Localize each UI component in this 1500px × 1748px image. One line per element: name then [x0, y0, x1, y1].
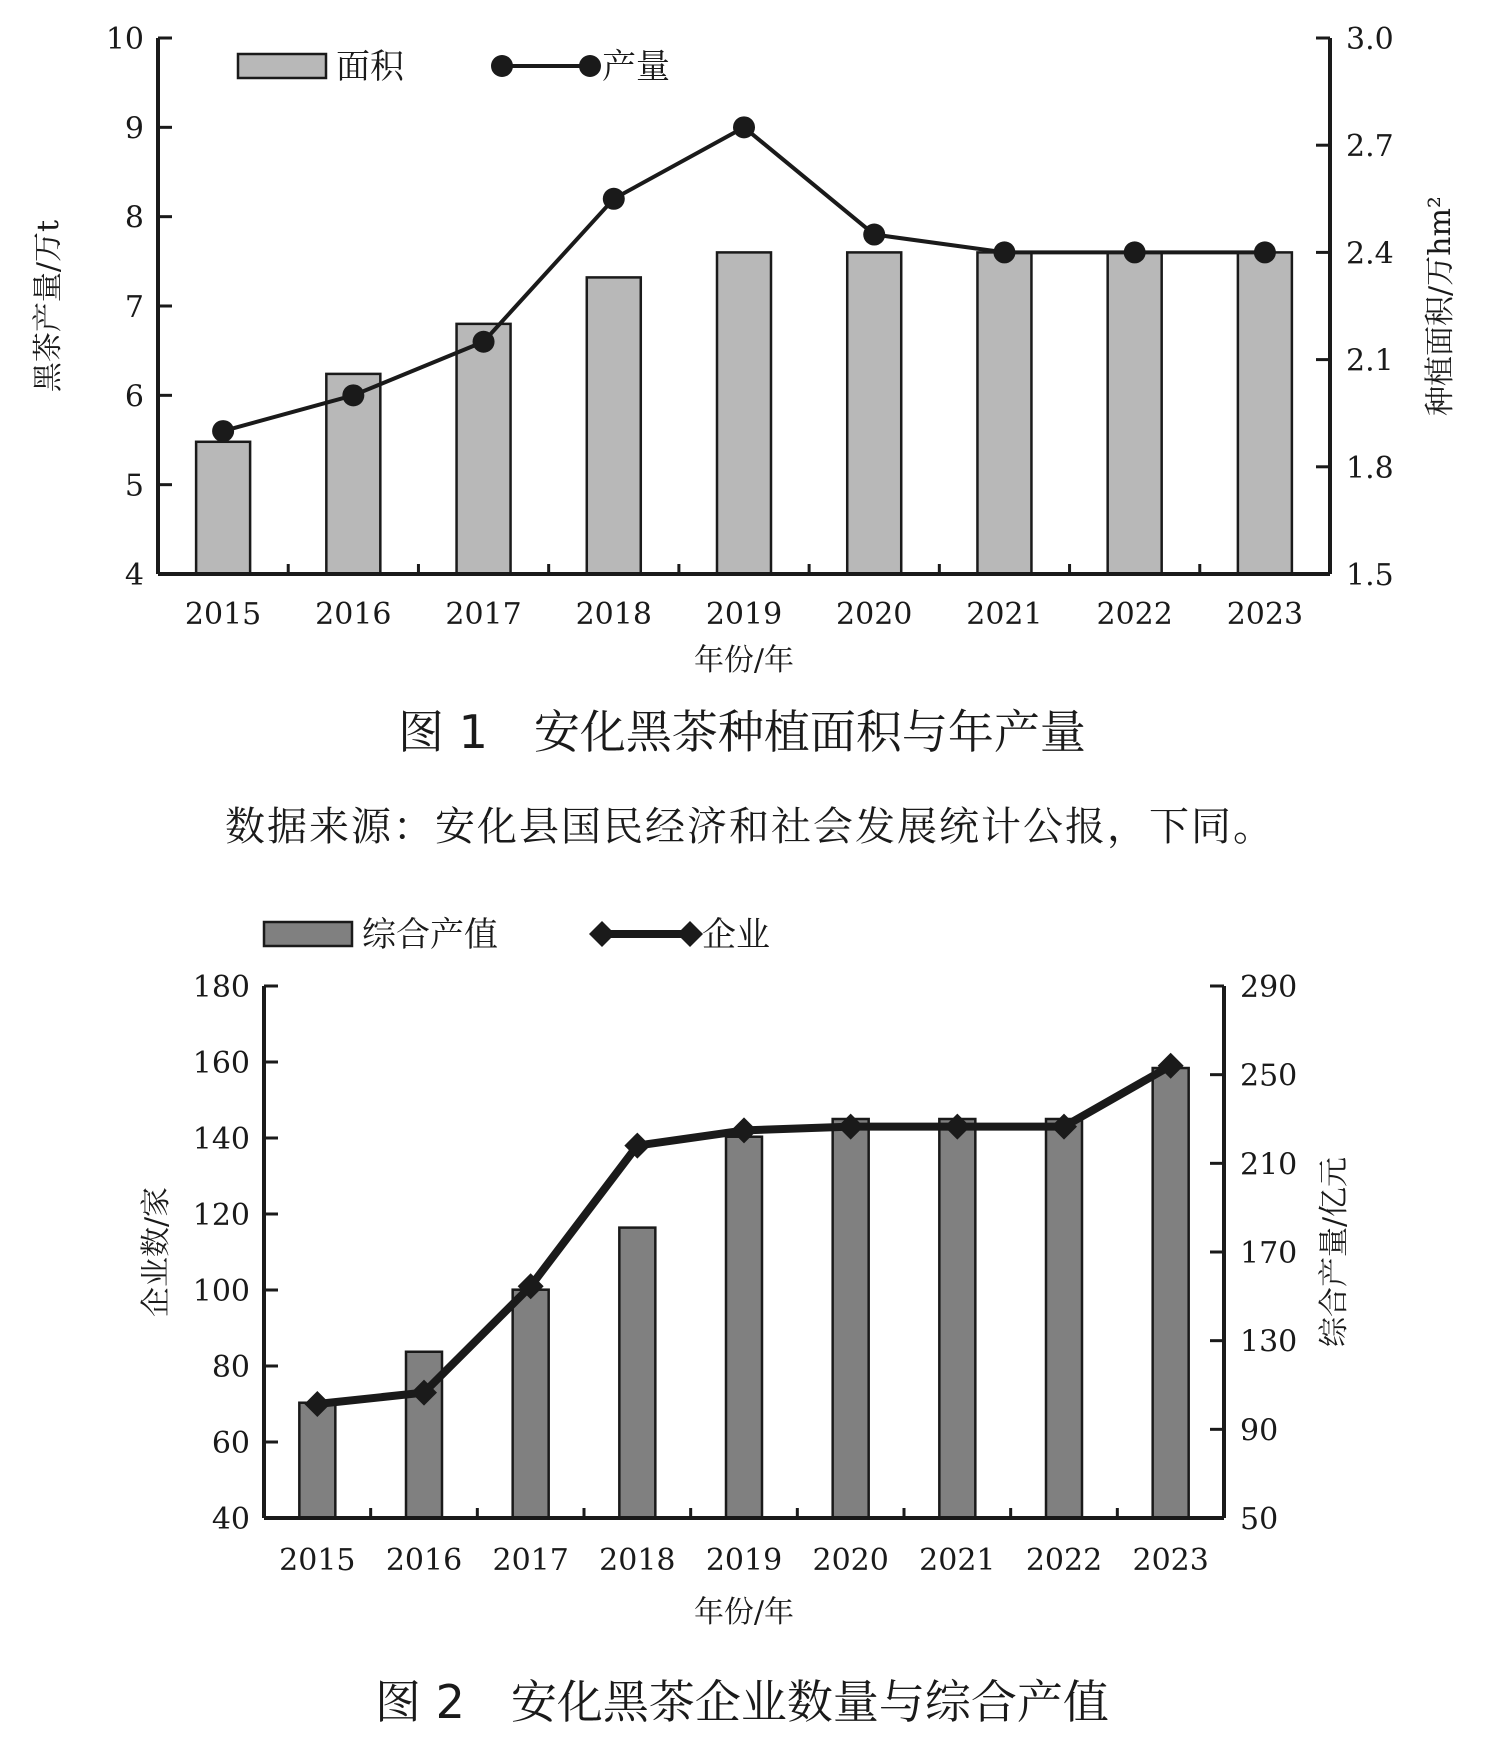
legend-line-label: 企业 [702, 915, 770, 955]
right-axis-title: 种植面积/万hm² [1423, 196, 1458, 416]
point-2020 [863, 224, 885, 246]
right-tick-label: 2.7 [1346, 129, 1394, 165]
x-tick-label: 2018 [575, 597, 652, 632]
left-axis-title: 企业数/家 [139, 1186, 174, 1318]
bar-2022 [1046, 1119, 1082, 1518]
point-2017 [473, 331, 495, 353]
x-tick-label: 2015 [279, 1543, 356, 1578]
x-tick-label: 2019 [705, 597, 783, 632]
point-2022 [1124, 241, 1146, 263]
x-tick-label: 2017 [445, 597, 522, 632]
x-axis-title: 年份/年 [693, 1595, 795, 1630]
bar-2015 [196, 442, 250, 574]
bar-2022 [1108, 252, 1162, 574]
right-tick-label: 3.0 [1346, 22, 1394, 57]
bar-2023 [1153, 1068, 1189, 1518]
bar-2023 [1238, 252, 1292, 574]
point-2023 [1254, 241, 1276, 263]
point-2018 [603, 188, 625, 210]
bar-2015 [299, 1403, 335, 1518]
bar-2017 [513, 1290, 549, 1518]
x-tick-label: 2018 [599, 1543, 676, 1578]
right-tick-label: 130 [1240, 1324, 1298, 1360]
right-tick-label: 250 [1240, 1058, 1298, 1094]
x-tick-label: 2019 [705, 1543, 783, 1578]
x-tick-label: 2022 [1096, 597, 1173, 632]
x-tick-label: 2017 [492, 1543, 569, 1578]
legend-bar-label: 面积 [336, 47, 404, 87]
left-tick-label: 10 [105, 22, 144, 57]
bar-2019 [726, 1137, 762, 1518]
right-axis-title: 综合产量/亿元 [1317, 1156, 1352, 1348]
legend-line-marker [491, 55, 513, 77]
legend-bar-label: 综合产值 [362, 915, 498, 955]
left-tick-label: 140 [192, 1122, 250, 1157]
x-tick-label: 2016 [315, 597, 392, 632]
right-tick-label: 90 [1240, 1413, 1279, 1449]
right-tick-label: 2.4 [1346, 236, 1394, 272]
x-tick-label: 2020 [812, 1543, 889, 1578]
left-tick-label: 80 [211, 1350, 250, 1385]
right-tick-label: 170 [1240, 1236, 1298, 1271]
x-axis-title: 年份/年 [693, 643, 795, 678]
figure-1-chart [31, 22, 1458, 678]
point-2016 [342, 384, 364, 406]
point-2019 [733, 116, 755, 138]
right-tick-label: 2.1 [1346, 343, 1394, 379]
right-tick-label: 50 [1240, 1502, 1279, 1537]
left-tick-label: 6 [124, 379, 144, 415]
x-tick-label: 2020 [836, 597, 913, 632]
legend-line-marker [677, 921, 703, 947]
right-tick-label: 210 [1240, 1147, 1298, 1183]
right-tick-label: 290 [1240, 970, 1298, 1005]
figure-2-chart [139, 915, 1352, 1630]
left-axis-title: 黑茶产量/万t [31, 219, 66, 393]
bar-2020 [847, 252, 901, 574]
left-tick-label: 100 [192, 1274, 250, 1309]
x-tick-label: 2021 [919, 1543, 996, 1578]
left-tick-label: 9 [124, 111, 144, 147]
left-tick-label: 40 [211, 1502, 250, 1537]
bar-2018 [619, 1228, 655, 1518]
left-tick-label: 60 [211, 1426, 250, 1461]
figure-2-caption: 图 2 安化黑茶企业数量与综合产值 [375, 1675, 1109, 1729]
point-2015 [212, 420, 234, 442]
bar-2018 [587, 277, 641, 574]
bar-2021 [939, 1119, 975, 1518]
x-tick-label: 2022 [1025, 1543, 1103, 1578]
left-tick-label: 180 [192, 970, 250, 1005]
left-tick-label: 160 [192, 1046, 250, 1081]
left-tick-label: 4 [124, 558, 144, 593]
left-tick-label: 5 [124, 468, 144, 504]
legend-bar-swatch [238, 54, 326, 78]
point-2021 [993, 241, 1015, 263]
left-tick-label: 120 [192, 1198, 250, 1233]
left-tick-label: 7 [124, 290, 144, 325]
bar-2017 [457, 324, 511, 574]
legend-line-marker [589, 921, 615, 947]
x-tick-label: 2016 [385, 1543, 463, 1578]
bar-2020 [833, 1119, 869, 1518]
x-tick-label: 2015 [184, 597, 262, 632]
bar-2019 [717, 252, 771, 574]
right-tick-label: 1.5 [1346, 558, 1394, 593]
legend-line-label: 产量 [602, 47, 670, 87]
legend-bar-swatch [264, 922, 352, 946]
left-tick-label: 8 [124, 200, 144, 236]
figure-1-caption: 图 1 安化黑茶种植面积与年产量 [398, 705, 1086, 759]
bar-2021 [977, 252, 1031, 574]
source-note: 数据来源：安化县国民经济和社会发展统计公报，下同。 [225, 804, 1275, 850]
x-tick-label: 2021 [966, 597, 1043, 632]
right-tick-label: 1.8 [1346, 450, 1394, 486]
x-tick-label: 2023 [1132, 1543, 1209, 1578]
x-tick-label: 2023 [1226, 597, 1304, 632]
legend-line-marker [579, 55, 601, 77]
